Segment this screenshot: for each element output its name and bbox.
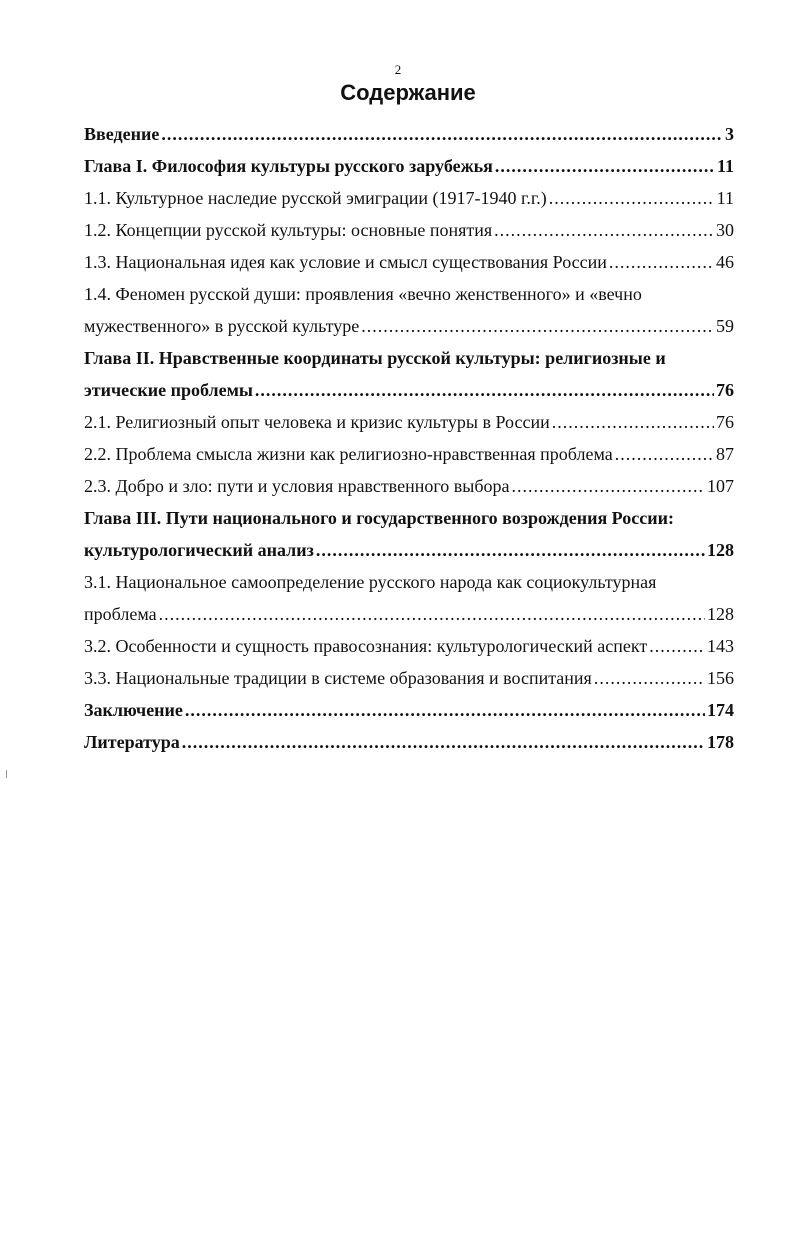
toc-page-number: 178 — [707, 732, 734, 752]
toc-line — [84, 470, 734, 502]
toc-entry — [84, 566, 734, 630]
toc-page-number: 30 — [716, 220, 734, 240]
toc-line — [84, 406, 734, 438]
toc-entry — [84, 246, 734, 278]
toc-entry — [84, 214, 734, 246]
toc-entry — [84, 182, 734, 214]
toc-line — [84, 214, 734, 246]
dot-leader — [649, 630, 705, 662]
dot-leader — [615, 438, 714, 470]
dot-leader — [182, 726, 705, 758]
toc-entry-text: Глава II. Нравственные координаты русской культуры: религиозные и — [84, 348, 666, 368]
toc-entry-text: 3.1. Национальное самоопределение русского народа как социокультурная — [84, 572, 657, 592]
toc-page-number: 76 — [716, 412, 734, 432]
toc-entry-text: этические проблемы — [84, 380, 253, 400]
toc-entry-text: 2.2. Проблема смысла жизни как религиозно-нравственная проблема — [84, 444, 613, 464]
toc-page-number: 46 — [716, 252, 734, 272]
toc-line — [84, 598, 734, 630]
table-of-contents — [84, 118, 734, 758]
dot-leader — [495, 150, 715, 182]
toc-line — [84, 246, 734, 278]
toc-entry-text: 1.3. Национальная идея как условие и смысл существования России — [84, 252, 607, 272]
toc-entry — [84, 406, 734, 438]
toc-entry-text: Глава III. Пути национального и государственного возрождения России: — [84, 508, 674, 528]
toc-entry-text: 3.3. Национальные традиции в системе образования и воспитания — [84, 668, 592, 688]
toc-line — [84, 118, 734, 150]
toc-entry-text: культурологический анализ — [84, 540, 314, 560]
toc-page-number: 59 — [716, 316, 734, 336]
toc-entry — [84, 694, 734, 726]
toc-entry-text: 2.3. Добро и зло: пути и условия нравственного выбора — [84, 476, 510, 496]
dot-leader — [512, 470, 705, 502]
toc-entry — [84, 630, 734, 662]
dot-leader — [185, 694, 705, 726]
toc-page-number: 107 — [707, 476, 734, 496]
toc-entry-text: 1.4. Феномен русской души: проявления «вечно женственного» и «вечно — [84, 284, 642, 304]
toc-line — [84, 374, 734, 406]
dot-leader — [361, 310, 714, 342]
toc-line — [84, 534, 734, 566]
toc-entry-text: 2.1. Религиозный опыт человека и кризис культуры в России — [84, 412, 550, 432]
toc-entry — [84, 150, 734, 182]
toc-entry-text: мужественного» в русской культуре — [84, 316, 360, 336]
toc-page-number: 174 — [707, 700, 734, 720]
page-title: Содержание — [340, 80, 476, 105]
toc-page-number: 11 — [716, 188, 734, 208]
toc-entry — [84, 118, 734, 150]
toc-entry-text: Литература — [84, 732, 180, 752]
toc-entry — [84, 342, 734, 406]
dot-leader — [255, 374, 714, 406]
dot-leader — [316, 534, 705, 566]
toc-page-number: 143 — [707, 636, 734, 656]
toc-page-number: 128 — [707, 604, 734, 624]
toc-line — [84, 310, 734, 342]
toc-entry-text: проблема — [84, 604, 157, 624]
toc-entry-text: 1.1. Культурное наследие русской эмиграции (1917-1940 г.г.) — [84, 188, 547, 208]
toc-line — [84, 630, 734, 662]
toc-entry-text: Заключение — [84, 700, 183, 720]
toc-page-number: 128 — [707, 540, 734, 560]
toc-page-number: 3 — [725, 124, 734, 144]
toc-entry — [84, 502, 734, 566]
toc-line — [84, 438, 734, 470]
toc-line — [84, 726, 734, 758]
page-number: 2 — [394, 62, 402, 77]
dot-leader — [494, 214, 714, 246]
dot-leader — [552, 406, 714, 438]
toc-page-number: 156 — [707, 668, 734, 688]
toc-line — [84, 150, 734, 182]
dot-leader — [549, 182, 715, 214]
scan-speck — [6, 770, 7, 778]
toc-entry — [84, 278, 734, 342]
dot-leader — [159, 598, 705, 630]
dot-leader — [161, 118, 723, 150]
toc-entry — [84, 470, 734, 502]
toc-page-number: 87 — [716, 444, 734, 464]
toc-entry-text: Глава I. Философия культуры русского зарубежья — [84, 156, 493, 176]
toc-entry-text: 3.2. Особенности и сущность правосознания: культурологический аспект — [84, 636, 648, 656]
toc-entry — [84, 662, 734, 694]
toc-entry-text: Введение — [84, 124, 160, 144]
toc-line — [84, 182, 734, 214]
dot-leader — [609, 246, 714, 278]
toc-entry — [84, 438, 734, 470]
toc-line — [84, 694, 734, 726]
toc-page-number: 11 — [716, 156, 734, 176]
toc-entry — [84, 726, 734, 758]
toc-page-number: 76 — [716, 380, 734, 400]
toc-line — [84, 662, 734, 694]
dot-leader — [594, 662, 705, 694]
toc-entry-text: 1.2. Концепции русской культуры: основные понятия — [84, 220, 493, 240]
